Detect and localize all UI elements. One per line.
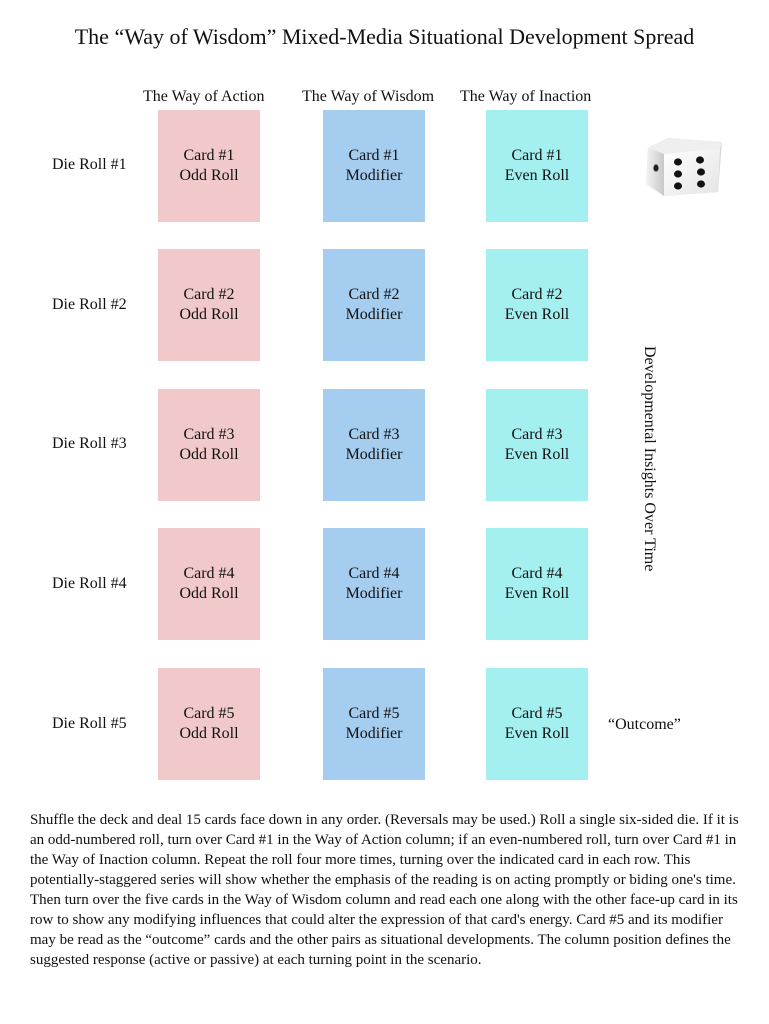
card-role: Odd Roll <box>179 167 239 184</box>
card-action-1 <box>158 110 260 222</box>
row-label-5: Die Roll #5 <box>52 715 127 732</box>
card-role: Odd Roll <box>179 446 239 463</box>
instructions-text: Shuffle the deck and deal 15 cards face down in any order. (Reversals may be used.) Roll a single six-sided die. If it is an odd-numbered roll, turn over Card #1 in the Way of Action column; if an even-numbered roll, turn over Card #1 in the Way of Inaction column. Repeat the roll four more times, turning over the indicated card in each row. This potentially-staggered series will show whether the emphasis of the reading is on acting promptly or biding one's time. Then turn over the five cards in the Way of Wisdom column and read each one along with the other face-up card in its row to show any modifying influences that could alter the expression of that card's energy. Card #5 and its modifier may be read as the “outcome” cards and the other pairs as situational developments. The column position defines the suggested response (active or passive) at each turning point in the scenario. <box>30 812 739 968</box>
card-role: Odd Roll <box>179 306 239 323</box>
card-wisdom-2 <box>323 249 425 361</box>
card-number: Card #1 <box>348 147 400 164</box>
row-label-1: Die Roll #1 <box>52 156 127 173</box>
card-role: Odd Roll <box>179 585 239 602</box>
card-action-2 <box>158 249 260 361</box>
card-number: Card #1 <box>511 147 563 164</box>
card-number: Card #2 <box>511 286 563 303</box>
card-number: Card #2 <box>348 286 400 303</box>
row-label-2: Die Roll #2 <box>52 296 127 313</box>
card-role: Modifier <box>345 306 403 323</box>
card-number: Card #5 <box>511 705 563 722</box>
card-action-4 <box>158 528 260 640</box>
card-role: Odd Roll <box>179 725 239 742</box>
card-number: Card #2 <box>183 286 235 303</box>
card-wisdom-5 <box>323 668 425 780</box>
card-number: Card #3 <box>348 426 400 443</box>
card-role: Even Roll <box>504 167 570 184</box>
card-inaction-5 <box>486 668 588 780</box>
card-number: Card #4 <box>348 565 400 582</box>
card-inaction-2 <box>486 249 588 361</box>
card-role: Modifier <box>345 167 403 184</box>
card-inaction-3 <box>486 389 588 501</box>
row-label-3: Die Roll #3 <box>52 435 127 452</box>
card-number: Card #3 <box>183 426 235 443</box>
card-role: Even Roll <box>504 725 570 742</box>
card-wisdom-3 <box>323 389 425 501</box>
die-six-icon <box>644 134 724 198</box>
card-role: Modifier <box>345 585 403 602</box>
card-inaction-4 <box>486 528 588 640</box>
card-number: Card #3 <box>511 426 563 443</box>
card-role: Even Roll <box>504 446 570 463</box>
card-wisdom-1 <box>323 110 425 222</box>
card-role: Even Roll <box>504 306 570 323</box>
card-wisdom-4 <box>323 528 425 640</box>
outcome-label: “Outcome” <box>608 716 681 733</box>
card-inaction-1 <box>486 110 588 222</box>
card-number: Card #4 <box>511 565 563 582</box>
card-role: Modifier <box>345 446 403 463</box>
page-title: The “Way of Wisdom” Mixed-Media Situational Development Spread <box>74 24 695 49</box>
card-action-5 <box>158 668 260 780</box>
column-header-action: The Way of Action <box>143 88 265 105</box>
row-label-4: Die Roll #4 <box>52 575 127 592</box>
column-header-wisdom: The Way of Wisdom <box>302 88 435 105</box>
card-action-3 <box>158 389 260 501</box>
developmental-insights-label: Developmental Insights Over Time <box>641 346 658 572</box>
card-number: Card #1 <box>183 147 235 164</box>
instructions <box>30 810 744 970</box>
card-role: Even Roll <box>504 585 570 602</box>
card-number: Card #5 <box>183 705 235 722</box>
card-role: Modifier <box>345 725 403 742</box>
card-number: Card #5 <box>348 705 400 722</box>
column-header-inaction: The Way of Inaction <box>460 88 592 105</box>
card-number: Card #4 <box>183 565 235 582</box>
